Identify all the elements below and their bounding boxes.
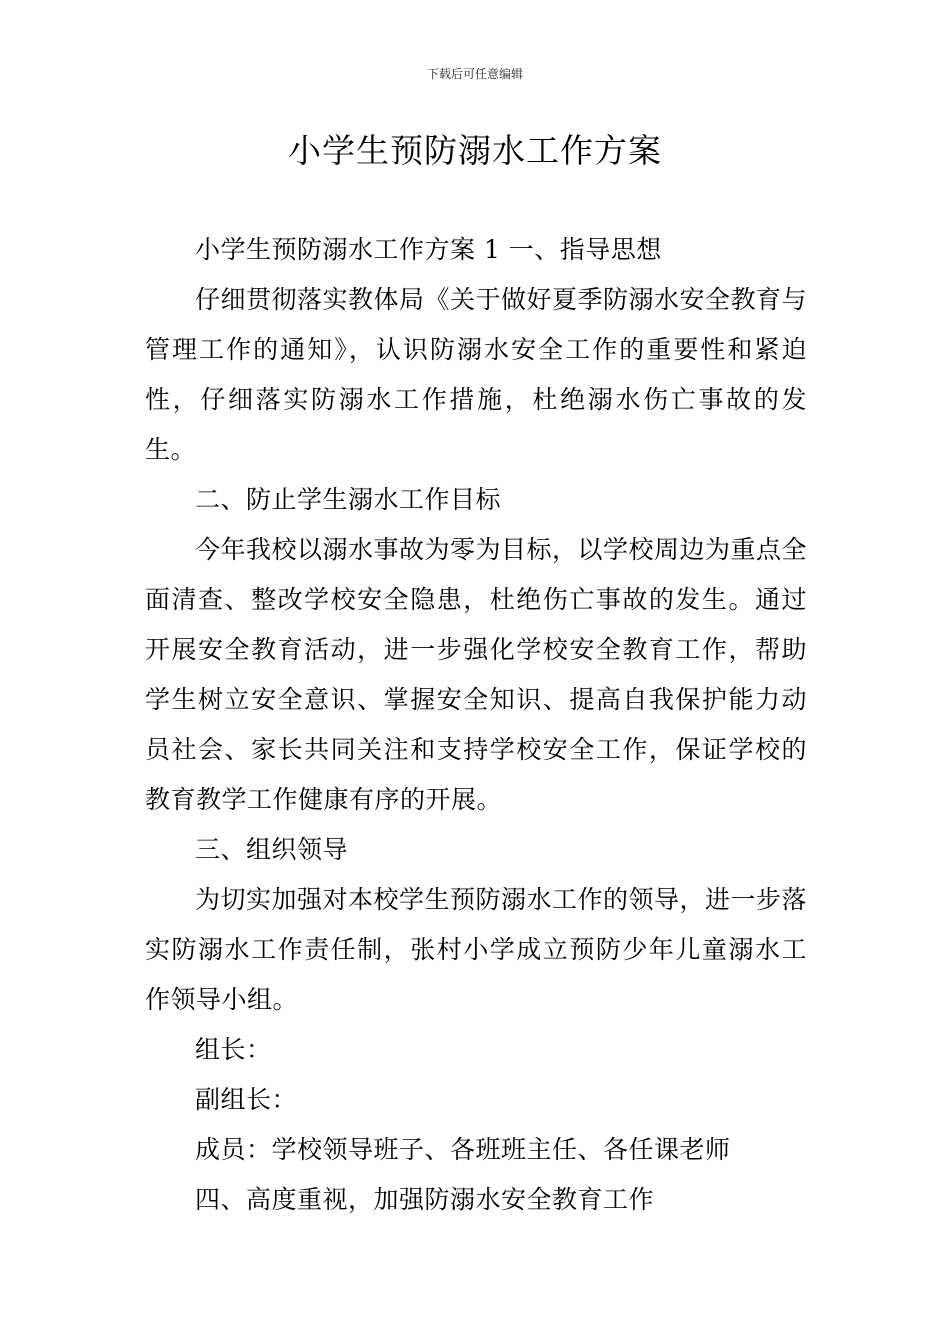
paragraph-intro-heading: 小学生预防溺水工作方案 1 一、指导思想	[195, 235, 662, 264]
paragraph-goals: 今年我校以溺水事故为零为目标，以学校周边为重点全面清查、整改学校安全隐患，杜绝伤亡事故的发生。通过开展安全教育活动，进一步强化学校安全教育工作，帮助学生树立安全意识、掌握安全知识、提高自我保护能力动员社会、家长共同关注和支持学校安全工作，保证学校的教育教学工作健康有序的开展。	[145, 535, 808, 814]
header-note: 下载后可任意编辑	[426, 67, 523, 81]
paragraph-deputy-leader: 副组长：	[195, 1085, 298, 1114]
document-body	[145, 225, 807, 1225]
document-title: 小学生预防溺水工作方案	[288, 131, 662, 170]
section-heading-education: 四、高度重视，加强防溺水安全教育工作	[195, 1185, 655, 1214]
paragraph-organization: 为切实加强对本校学生预防溺水工作的领导，进一步落实防溺水工作责任制，张村小学成立预防少年儿童溺水工作领导小组。	[145, 885, 808, 1014]
section-heading-goals: 二、防止学生溺水工作目标	[195, 485, 502, 514]
section-heading-organization: 三、组织领导	[195, 835, 349, 864]
paragraph-leader: 组长：	[195, 1035, 272, 1064]
paragraph-guiding-thought: 仔细贯彻落实教体局《关于做好夏季防溺水安全教育与管理工作的通知》，认识防溺水安全工作的重要性和紧迫性，仔细落实防溺水工作措施，杜绝溺水伤亡事故的发生。	[145, 285, 808, 464]
paragraph-members: 成员：学校领导班子、各班班主任、各任课老师	[195, 1135, 731, 1164]
